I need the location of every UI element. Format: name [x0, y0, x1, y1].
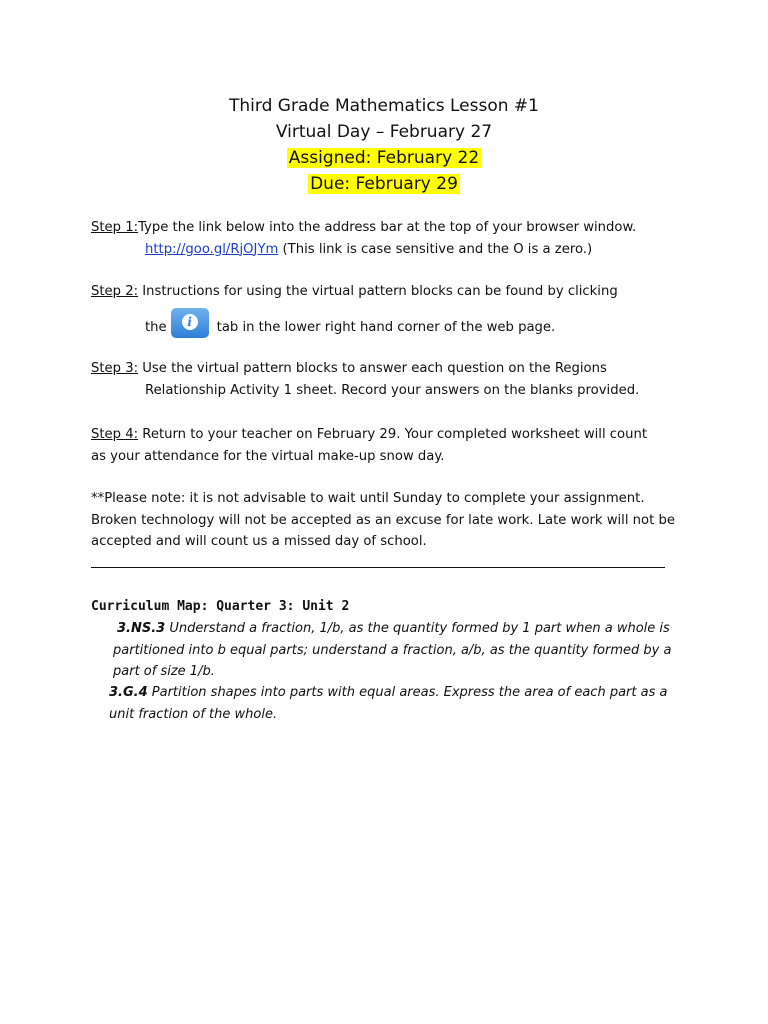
step-1-text: Type the link below into the address bar at the top of your browser window. — [138, 220, 637, 235]
step-2-before-icon: the — [145, 320, 167, 335]
link-note: (This link is case sensitive and the O is a zero.) — [278, 241, 593, 257]
standard-3g4-text: Partition shapes into parts with equal areas. Express the area of each part as a unit fraction of the whole. — [109, 685, 668, 722]
step-2-text: Instructions for using the virtual pattern blocks can be found by clicking — [138, 284, 618, 299]
step-3: Step 3: Use the virtual pattern blocks to answer each question on the Regions Relationship Activity 1 sheet. Record your answers on the blanks provided. — [91, 358, 691, 401]
lesson-link[interactable]: http://goo.gl/RjOJYm — [145, 241, 279, 257]
standard-3g4-code: 3.G.4 — [109, 685, 148, 700]
step-3-line2: Relationship Activity 1 sheet. Record your answers on the blanks provided. — [145, 382, 640, 398]
step-4-text: Return to your teacher on February 29. Your completed worksheet will count as your attendance for the virtual make-up snow day. — [91, 427, 648, 464]
curriculum-heading: Curriculum Map: Quarter 3: Unit 2 — [91, 599, 350, 614]
note-prefix: **Please note — [91, 491, 181, 506]
lesson-title: Third Grade Mathematics Lesson #1 — [229, 96, 539, 116]
standard-3ns3 — [113, 618, 673, 683]
step-4-label: Step 4 — [91, 427, 134, 442]
standard-3ns3-text: Understand a fraction, 1/b, as the quantity formed by 1 part when a whole is partitioned into b equal parts; understand a fraction, a/b, as the quantity formed by a part of size 1/b. — [113, 621, 672, 679]
title-block — [0, 93, 768, 197]
step-1: Step 1:Type the link below into the address bar at the top of your browser window. http://goo.gl/RjOJYm (This link is case sensitive and the O is a zero.) — [91, 220, 637, 257]
note-text: it is not advisable to wait until Sunday to complete your assignment. Broken technology will not be accepted as an excuse for late work. Late work will not be accepted and will count us a missed day of school. — [91, 491, 675, 549]
step-4: Step 4: Return to your teacher on February 29. Your completed worksheet will count as your attendance for the virtual make-up snow day. — [91, 427, 648, 464]
virtual-day-subtitle: Virtual Day – February 27 — [275, 122, 493, 142]
due-date: Due: February 29 — [310, 174, 458, 194]
step-2: Step 2: Instructions for using the virtual pattern blocks can be found by clicking — [91, 284, 618, 299]
assigned-date: Assigned: February 22 — [288, 148, 480, 168]
standard-3ns3-code: 3.NS.3 — [117, 621, 166, 636]
step-3-label: Step 3 — [91, 361, 134, 376]
step-2-after-icon: tab in the lower right hand corner of the web page. — [216, 320, 556, 335]
info-icon: i — [171, 308, 209, 338]
divider-line — [91, 567, 665, 568]
step-3-line1: Use the virtual pattern blocks to answer each question on the Regions — [138, 361, 607, 376]
step-2-label: Step 2 — [91, 284, 134, 299]
step-1-label: Step 1 — [91, 220, 134, 235]
please-note: **Please note: it is not advisable to wait until Sunday to complete your assignment. Broken technology will not be accepted as an excuse for late work. Late work will not be accepted and will count us a missed day of school. — [91, 491, 675, 549]
standard-3g4 — [109, 682, 669, 725]
step-2-continued — [91, 312, 745, 342]
